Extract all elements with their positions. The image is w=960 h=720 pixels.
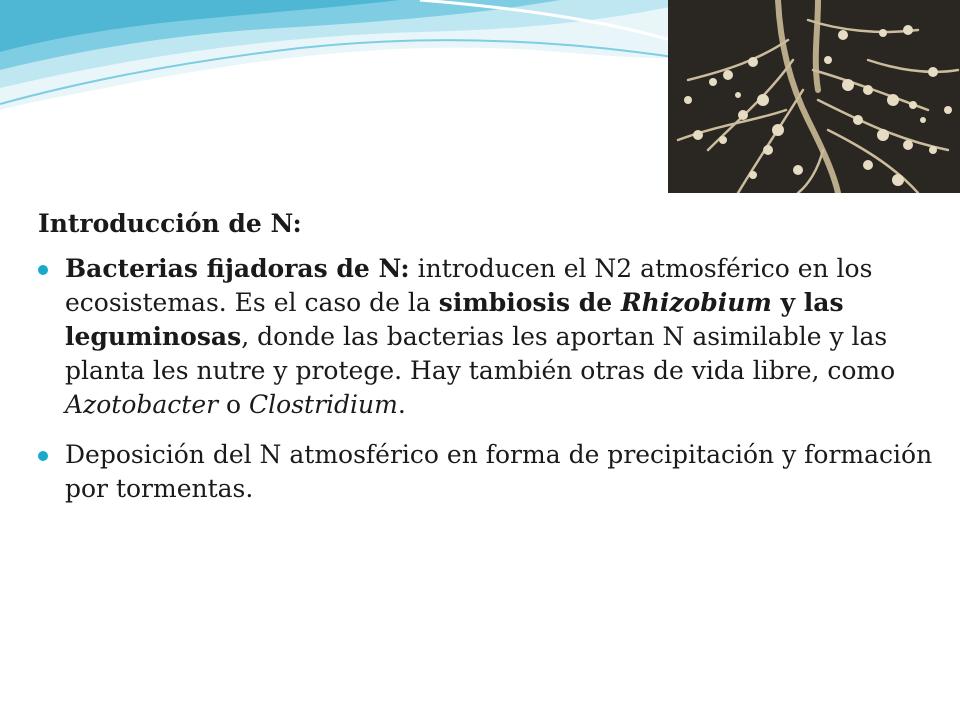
bullet-bold-term: Bacterias fijadoras de N:	[65, 254, 410, 283]
slide-body	[38, 206, 953, 522]
bullet-bold-term: simbiosis de	[438, 288, 621, 317]
bullet-text: , donde las bacterias les aportan N asimilable y las planta les nutre y protege. Hay también otras de vida libre, como	[65, 322, 896, 385]
bullet-dot-icon	[38, 265, 48, 275]
bullet-text: Deposición del N atmosférico en forma de precipitación y formación por tormentas.	[65, 440, 933, 503]
bullet-list	[38, 252, 953, 506]
bullet-atmospheric-deposition	[38, 438, 953, 506]
bullet-italic-term: Azotobacter	[65, 390, 219, 419]
bullet-nitrogen-fixing-bacteria	[38, 252, 953, 422]
bullet-bold-italic-term: Rhizobium	[620, 288, 772, 317]
slide-heading: Introducción de N:	[38, 209, 302, 238]
bullet-italic-term: Clostridium	[249, 390, 398, 419]
bullet-bold-term: y las leguminosas	[65, 288, 844, 351]
bullet-text: o	[218, 390, 250, 419]
bullet-text: introducen el N2 atmosférico en los ecosistemas. Es el caso de la	[65, 254, 873, 317]
root-nodules-photo	[668, 0, 960, 193]
bullet-dot-icon	[38, 451, 48, 461]
bullet-text: .	[397, 390, 406, 419]
